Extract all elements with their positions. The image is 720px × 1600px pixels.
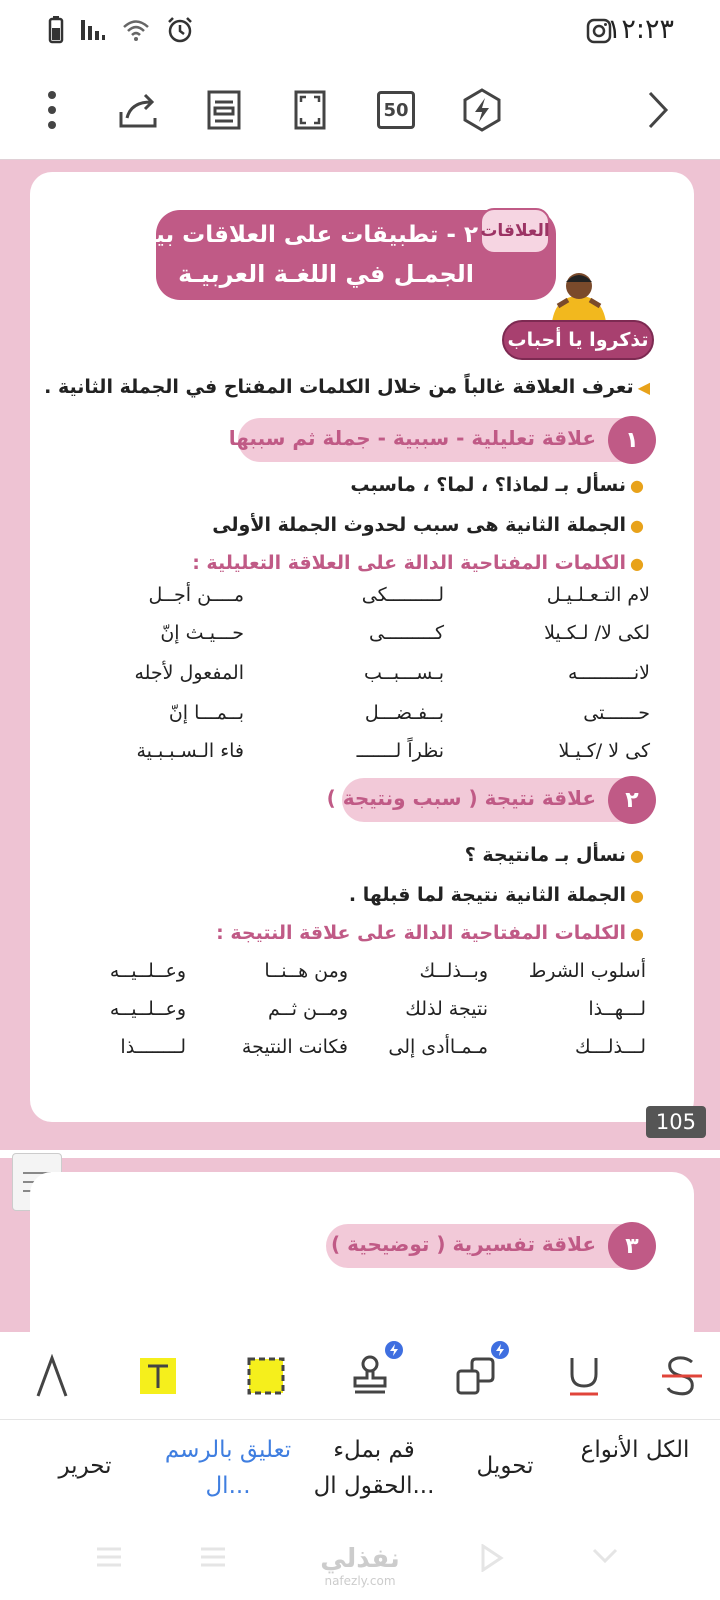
watermark-logo: نفذلي nafezly.com [320, 1544, 400, 1588]
pdf-page-105 [30, 172, 694, 1122]
section-3-number: ٣ [608, 1222, 656, 1270]
section-2-number: ٢ [608, 776, 656, 824]
section-1-header [228, 418, 648, 462]
area-highlight-icon [246, 1356, 286, 1396]
page-layout-icon [207, 90, 241, 130]
section-2-keyword: لـــذلـــك [575, 1036, 646, 1058]
page-number-badge: 105 [646, 1106, 706, 1138]
shapes-icon [455, 1355, 497, 1397]
clock: ١٢:٢٣ [606, 14, 674, 45]
pdf-page-106 [30, 1172, 694, 1332]
bolt-hexagon-icon [462, 88, 502, 132]
bulb-icon: ● [630, 886, 644, 905]
share-button[interactable] [112, 84, 164, 136]
section-2-keyword: فكانت النتيجة [241, 1036, 348, 1058]
section-1-keywords-title: ●الكلمات المفتاحية الدالة على العلاقة التعليلية : [192, 552, 644, 574]
chevron-down-icon[interactable] [592, 1548, 618, 1564]
section-2-header [326, 778, 648, 822]
bulb-icon: ● [630, 516, 644, 535]
section-1-explanation: ●الجملة الثانية هى سبب لحدوث الجملة الأولى [212, 514, 644, 536]
signal-icon [80, 18, 106, 42]
megaphone-icon: ◀ [637, 378, 650, 397]
fullscreen-button[interactable] [284, 84, 336, 136]
section-1-keyword: بــفـضـــل [364, 702, 444, 724]
remember-badge: تذكروا يا أحباب [502, 320, 654, 360]
play-icon[interactable] [480, 1544, 504, 1572]
annotation-tools [0, 1332, 720, 1420]
section-1-keyword: مــــن أجــل [148, 584, 244, 606]
section-1-keyword: فاء الـسـبـبـية [136, 740, 244, 762]
section-2-keyword: نتيجة لذلك [405, 998, 488, 1020]
bulb-icon: ● [630, 846, 644, 865]
bulb-icon: ● [630, 476, 644, 495]
section-2-keyword: وعــلــيــه [109, 998, 186, 1020]
menu-icon[interactable] [96, 1546, 122, 1568]
section-2-keyword: مـمـاأدى إلى [388, 1036, 488, 1058]
character-illustration [548, 266, 610, 322]
stamp-button[interactable] [342, 1348, 398, 1404]
section-1-number: ١ [608, 416, 656, 464]
section-2-keyword: أسلوب الشرط [528, 960, 646, 982]
battery-icon [48, 16, 64, 44]
section-1-keyword: نظراً لـــــــ [356, 740, 444, 762]
section-2-keywords-title: ●الكلمات المفتاحية الدالة على علاقة النتيجة : [216, 922, 644, 944]
underline-button[interactable] [556, 1348, 612, 1404]
bulb-icon: ● [630, 554, 644, 573]
section-2-question: ●نسأل بـ مانتيجة ؟ [464, 844, 644, 866]
section-3-label: علاقة تفسيرية ( توضيحية ) [331, 1232, 596, 1256]
section-1-keyword: لانــــــــــه [568, 662, 650, 684]
tab-convert[interactable]: تحويل [476, 1453, 534, 1479]
text-highlight-button[interactable] [130, 1348, 186, 1404]
wifi-icon [122, 18, 150, 42]
title-line-1: ٢ - تطبيقات على العلاقات بين [135, 222, 478, 248]
edit-panel [0, 1332, 720, 1600]
status-icons [48, 16, 194, 44]
tab-fill-fields[interactable]: قم بملء الحقول ال... [313, 1437, 435, 1499]
section-2-keyword: لــــــــذا [120, 1036, 186, 1058]
section-1-question: ●نسأل بـ لماذا؟ ، لما؟ ، ماسبب [350, 474, 644, 496]
premium-badge-icon [384, 1340, 404, 1360]
quick-action-button[interactable] [456, 84, 508, 136]
page-separator [0, 1150, 720, 1158]
section-2-keyword: ومــن ثــم [267, 998, 348, 1020]
section-1-keyword: حــــــتى [583, 702, 650, 724]
section-2-keyword: وبــذلــك [419, 960, 488, 982]
status-bar [0, 0, 720, 62]
ink-pen-icon [32, 1354, 72, 1398]
pen-tool-button[interactable] [24, 1348, 80, 1404]
document-viewer[interactable] [0, 160, 720, 1332]
section-1-keyword: المفعول لأجله [134, 662, 244, 684]
fullscreen-icon [294, 90, 326, 130]
shapes-button[interactable] [448, 1348, 504, 1404]
section-1-keyword: كى لا /كـيـلا [558, 740, 650, 762]
bulb-icon: ● [630, 924, 644, 943]
reading-mode-button[interactable] [198, 84, 250, 136]
area-highlight-button[interactable] [238, 1348, 294, 1404]
section-1-keyword: بــمـــا إنّ [168, 702, 244, 724]
section-2-label: علاقة نتيجة ( سبب ونتيجة ) [326, 786, 596, 810]
next-button[interactable] [632, 84, 684, 136]
tab-all-types[interactable]: الكل الأنواع [580, 1437, 690, 1463]
section-2-keyword: وعــلــيــه [109, 960, 186, 982]
zoom-level-button[interactable] [370, 84, 422, 136]
tab-edit[interactable]: تحرير [58, 1453, 112, 1479]
text-highlight-icon [138, 1356, 178, 1396]
stamp-icon [349, 1354, 391, 1398]
viewer-toolbar [0, 62, 720, 160]
section-1-keyword: بـســـبــب [363, 662, 444, 684]
relations-tag: العلاقات [480, 208, 550, 254]
underline-icon [566, 1354, 602, 1398]
section-1-keyword: لـــــــــكى [361, 584, 444, 606]
share-icon [117, 90, 159, 130]
list-icon[interactable] [200, 1546, 226, 1568]
tab-comment-draw[interactable]: تعليق بالرسم ال... [164, 1437, 292, 1499]
alarm-icon [166, 16, 194, 44]
section-2-keyword: ومن هــنــا [264, 960, 348, 982]
section-2-keyword: لـــهــذا [588, 998, 646, 1020]
strikethrough-button[interactable] [662, 1348, 720, 1404]
title-line-2: الجمـل في اللغـة العربيـة [178, 260, 474, 288]
section-1-keyword: حـــيـث إنّ [160, 622, 244, 644]
more-options-button[interactable] [26, 84, 78, 136]
more-vertical-icon [47, 90, 57, 130]
zoom-badge: 50 [377, 91, 415, 129]
section-2-explanation: ●الجملة الثانية نتيجة لما قبلها . [348, 884, 644, 906]
intro-text: ◀تعرف العلاقة غالباً من خلال الكلمات المفتاح في الجملة الثانية . [44, 376, 650, 398]
section-1-keyword: لام التـعـلـيـل [546, 584, 650, 606]
section-1-keyword: كـــــــــى [369, 622, 444, 644]
mode-tabs [0, 1422, 720, 1532]
section-1-keyword: لكى لا/ لـكـيلا [544, 622, 650, 644]
premium-badge-icon [490, 1340, 510, 1360]
section-1-label: علاقة تعليلية - سببية - جملة ثم سببها [228, 426, 596, 450]
strikethrough-icon [662, 1354, 702, 1398]
section-3-header [326, 1224, 648, 1268]
chevron-right-icon [647, 90, 669, 130]
